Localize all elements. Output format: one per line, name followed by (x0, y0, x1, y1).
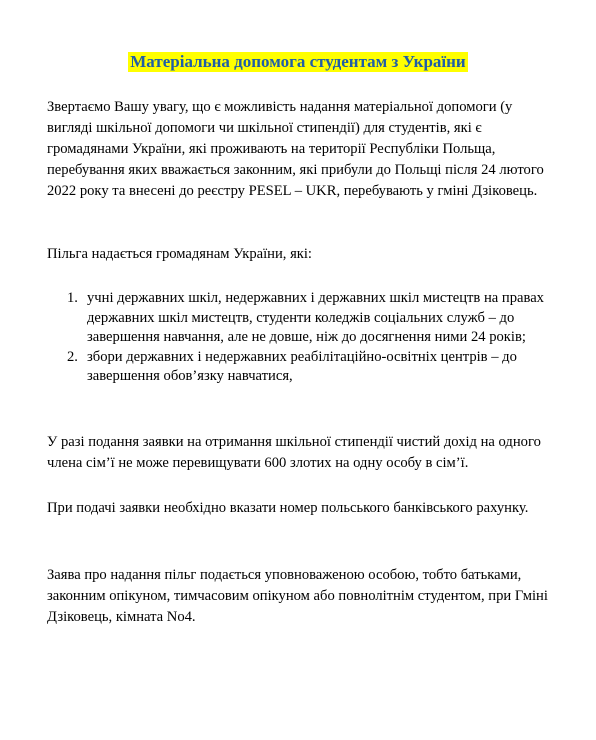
list-item-text: учні державних шкіл, недержавних і державних шкіл мистецтв на правах державних шкіл мистецтв, студенти коледжів соціальних служб – до завершення навчання, але не довше, ніж до досягнення ними 24 років; (87, 290, 544, 345)
bank-account-paragraph: При подачі заявки необхідно вказати номер польського банківського рахунку. (47, 500, 529, 516)
income-paragraph: У разі подання заявки на отримання шкільної стипендії чистий дохід на одного члена сім’ї не може перевищувати 600 злотих на одну особу в сім’ї. (47, 434, 541, 471)
list-item (47, 289, 557, 348)
list-number: 1. (67, 290, 78, 306)
title-container (0, 52, 596, 72)
list-item (47, 348, 557, 387)
document-title: Матеріальна допомога студентам з України (130, 52, 466, 71)
application-paragraph: Заява про надання пільг подається уповноваженою особою, тобто батьками, законним опікуном, тимчасовим опікуном або повнолітнім студентом, при Гміні Дзіковець, кімната No4. (47, 567, 548, 625)
eligibility-intro: Пільга надається громадянам України, які: (47, 246, 312, 262)
list-number: 2. (67, 348, 78, 365)
list-item-text: збори державних і недержавних реабілітаційно-освітніх центрів – до завершення обов’язку навчатися, (87, 348, 517, 384)
eligibility-list (47, 289, 557, 387)
intro-paragraph: Звертаємо Вашу увагу, що є можливість надання матеріальної допомоги (у вигляді шкільної допомоги чи шкільної стипендії) для студентів, які є громадянами України, які проживають на території Республіки Польща, перебування яких вважається законним, які прибули до Польщі після 24 лютого 2022 року та внесені до реєстру PESEL – UKR, перебувають у гміні Дзіковець. (47, 99, 544, 199)
